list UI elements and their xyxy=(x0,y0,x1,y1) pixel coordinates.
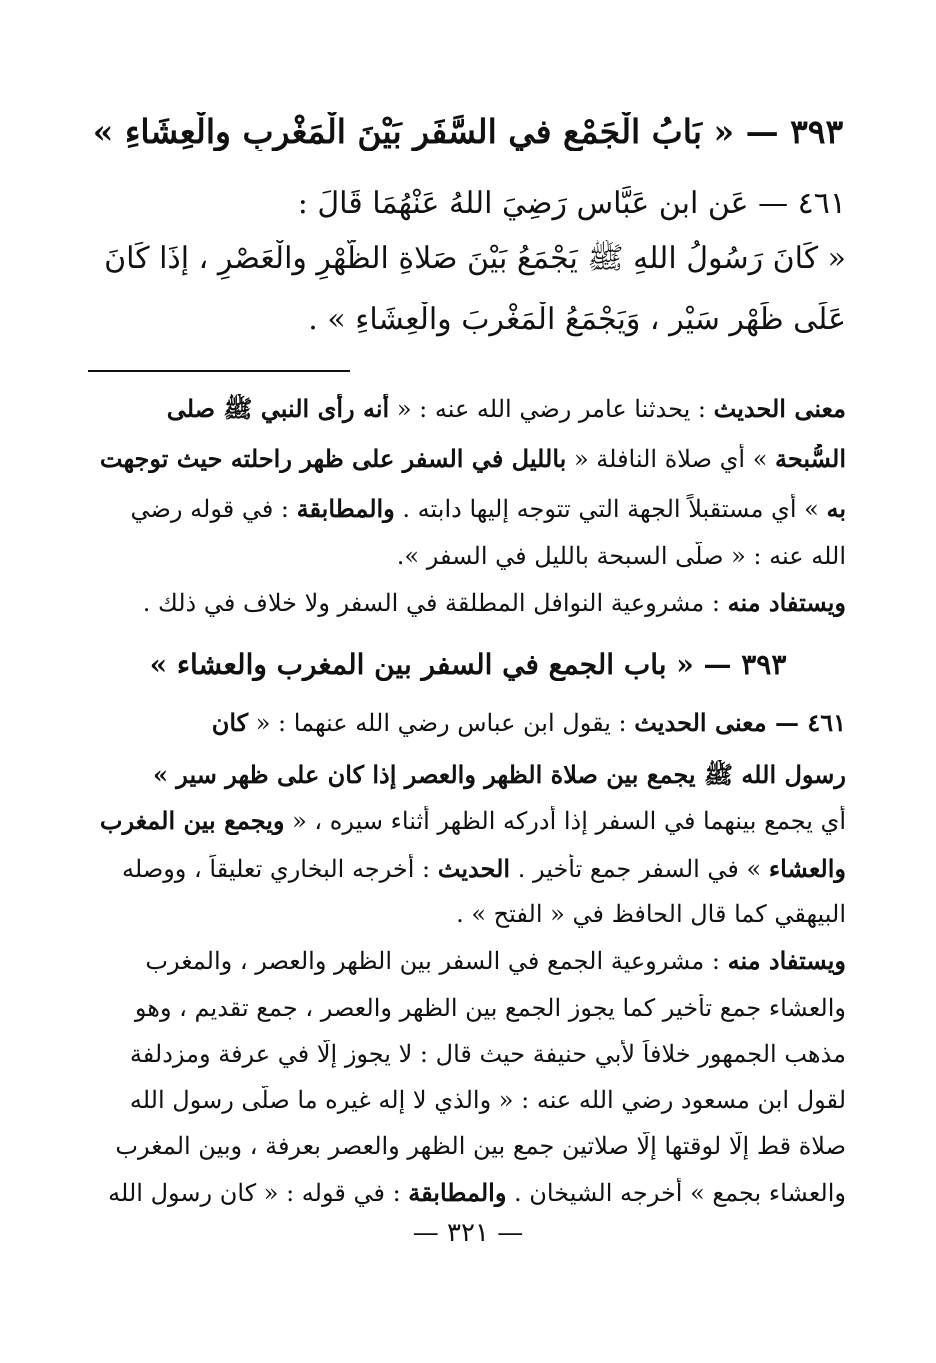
commentary-line: أي يجمع بينهما في السفر إذا أدركه الظهر أثناء سيره ، « ويجمع بين المغرب xyxy=(99,806,846,835)
page-number: — ٣٢١ — xyxy=(412,1218,524,1248)
commentary-line: السُّبحة » أي صلاة النافلة « بالليل في السفر على ظهر راحلته حيث توجهت xyxy=(99,444,846,473)
commentary-line: لقول ابن مسعود رضي الله عنه : « والذي لا إله غيره ما صلّى رسول الله xyxy=(129,1086,846,1114)
section-title-1: ٣٩٣ — « بَابُ الْجَمْعِ في السَّفَرِ بَيْنَ الْمَغْرِبِ والْعِشَاءِ » xyxy=(92,112,844,151)
commentary-line: به » أي مستقبلاً الجهة التي تتوجه إليها دابته . والمطابقة : في قوله رضي xyxy=(130,494,846,523)
hadith-text-line: « كَانَ رَسُولُ اللهِ ﷺ يَجْمَعُ بَيْنَ صَلاةِ الظُّهْرِ والْعَصْرِ ، إذَا كَانَ xyxy=(104,241,846,276)
commentary-line: صلاة قط إلّا لوقتها إلّا صلاتين جمع بين الظهر والعصر بعرفة ، وبين المغرب xyxy=(115,1132,846,1160)
term-heading: معنى الحديث xyxy=(713,394,846,423)
commentary-line: رسول الله ﷺ يجمع بين صلاة الظهر والعصر إذا كان على ظهر سير » xyxy=(152,760,846,789)
commentary-line: والعشاء بجمع » أخرجه الشيخان . والمطابقة : في قوله : « كان رسول الله xyxy=(108,1178,846,1207)
commentary-line: مذهب الجمهور خلافاً لأبي حنيفة حيث قال : لا يجوز إلّا في عرفة ومزدلفة xyxy=(129,1040,846,1068)
section-title-2: ٣٩٣ — « باب الجمع في السفر بين المغرب والعشاء » xyxy=(149,648,787,681)
footnote-separator xyxy=(88,370,350,372)
commentary-line: والعشاء » في السفر جمع تأخير . الحديث : أخرجه البخاري تعليقاً ، ووصله xyxy=(122,854,846,883)
commentary-line: ويستفاد منه : مشروعية النوافل المطلقة في السفر ولا خلاف في ذلك . xyxy=(142,588,846,617)
commentary-line: معنى الحديث : يحدثنا عامر رضي الله عنه : « أنه رأى النبي ﷺ صلى xyxy=(166,394,846,423)
commentary-line: ٤٦١ — معنى الحديث : يقول ابن عباس رضي الله عنهما : « كان xyxy=(211,708,846,737)
commentary-line: ويستفاد منه : مشروعية الجمع في السفر بين الظهر والعصر ، والمغرب xyxy=(145,946,846,975)
hadith-intro: ٤٦١ — عَنِ ابنِ عَبَّاسٍ رَضِيَ اللهُ عَنْهُمَا قَالَ : xyxy=(297,186,846,221)
commentary-line: الله عنه : « صلّى السبحة بالليل في السفر ». xyxy=(396,542,846,570)
commentary-line: والعشاء جمع تأخير كما يجوز الجمع بين الظهر والعصر ، جمع تقديم ، وهو xyxy=(134,994,846,1022)
commentary-line: البيهقي كما قال الحافظ في « الفتح » . xyxy=(456,900,846,928)
hadith-text-line: عَلَى ظَهْرِ سَيْرٍ ، وَيَجْمَعُ الْمَغْرِبَ والْعِشَاءِ » . xyxy=(308,302,846,337)
